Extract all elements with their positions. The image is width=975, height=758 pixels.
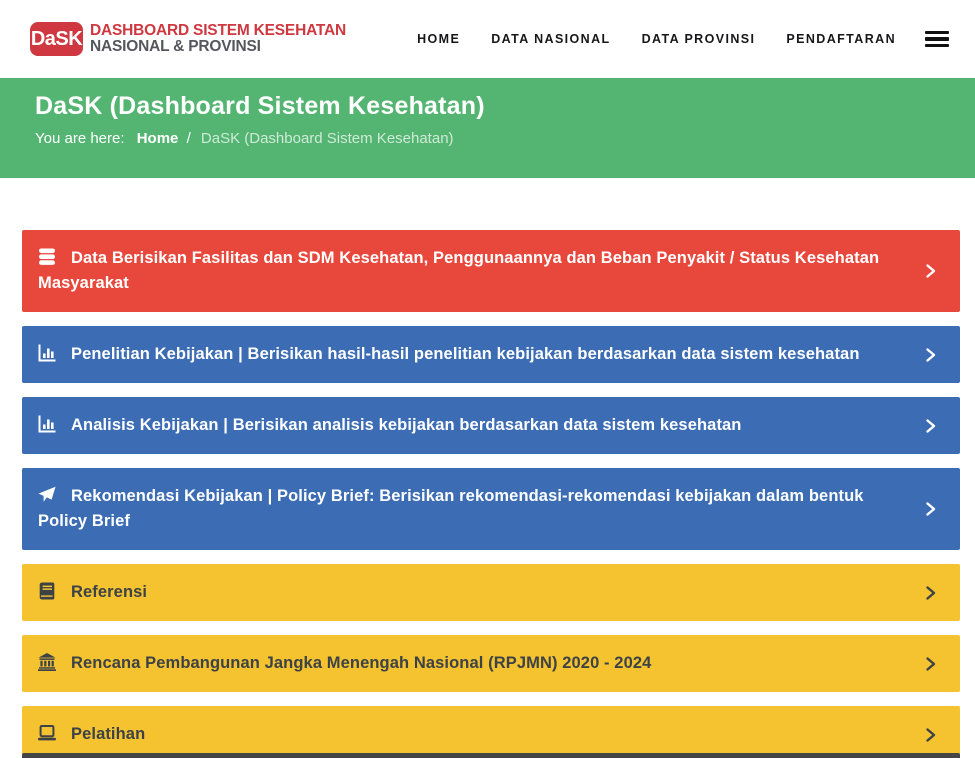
accordion-item-pelatihan[interactable]: [22, 706, 960, 758]
next-accordion-item-peek[interactable]: [22, 753, 960, 758]
accordion-item-rekomendasi[interactable]: [22, 468, 960, 550]
database-icon: [38, 248, 56, 266]
nav-pendaftaran[interactable]: PENDAFTARAN: [786, 32, 896, 46]
breadcrumb-home-link[interactable]: Home: [136, 130, 179, 147]
chevron-right-icon: [923, 585, 938, 600]
accordion-item-referensi[interactable]: [22, 564, 960, 621]
accordion-item-label: Penelitian Kebijakan | Berisikan hasil-hasil penelitian kebijakan berdasarkan data sistem kesehatan: [71, 345, 860, 363]
main-nav: [386, 27, 953, 50]
nav-home[interactable]: HOME: [417, 32, 461, 46]
accordion-item-label: Rekomendasi Kebijakan | Policy Brief: Berisikan rekomendasi-rekomendasi kebijakan dalam bentuk Policy Brief: [38, 487, 864, 530]
chevron-right-icon: [923, 264, 938, 279]
breadcrumb: [35, 130, 940, 147]
accordion-item-label: Analisis Kebijakan | Berisikan analisis kebijakan berdasarkan data sistem kesehatan: [71, 416, 742, 434]
logo-text: [90, 23, 346, 55]
nav-data-provinsi[interactable]: DATA PROVINSI: [641, 32, 756, 46]
logo-subtitle: NASIONAL & PROVINSI: [90, 38, 261, 55]
nav-data-nasional[interactable]: DATA NASIONAL: [491, 32, 611, 46]
page-hero: [0, 78, 975, 178]
breadcrumb-current: DaSK (Dashboard Sistem Kesehatan): [200, 130, 454, 147]
laptop-icon: [38, 724, 56, 742]
logo-title: DASHBOARD SISTEM KESEHATAN: [90, 22, 347, 39]
hamburger-menu-icon[interactable]: [925, 27, 949, 50]
site-header: [0, 0, 975, 78]
accordion-item-data[interactable]: [22, 230, 960, 312]
breadcrumb-prefix: You are here:: [35, 130, 125, 147]
accordion-item-label: Rencana Pembangunan Jangka Menengah Nasional (RPJMN) 2020 - 2024: [71, 654, 652, 672]
accordion-item-label: Referensi: [71, 583, 148, 601]
chevron-right-icon: [923, 502, 938, 517]
chevron-right-icon: [923, 347, 938, 362]
accordion-item-label: Pelatihan: [71, 725, 146, 743]
breadcrumb-separator: /: [186, 130, 191, 147]
landmark-icon: [38, 653, 56, 671]
logo-badge: DaSK: [30, 22, 83, 56]
site-logo[interactable]: [30, 22, 346, 56]
paper-plane-icon: [38, 486, 56, 504]
chevron-right-icon: [923, 727, 938, 742]
page-title: DaSK (Dashboard Sistem Kesehatan): [35, 92, 485, 120]
accordion-item-rpjmn[interactable]: [22, 635, 960, 692]
book-icon: [38, 582, 56, 600]
chevron-right-icon: [923, 656, 938, 671]
chevron-right-icon: [923, 418, 938, 433]
accordion-list: [0, 178, 975, 758]
accordion-item-label: Data Berisikan Fasilitas dan SDM Kesehatan, Penggunaannya dan Beban Penyakit / Status Kesehatan Masyarakat: [38, 249, 880, 292]
bar-chart-icon: [38, 415, 56, 433]
bar-chart-icon: [38, 344, 56, 362]
accordion-item-penelitian[interactable]: [22, 326, 960, 383]
accordion-item-analisis[interactable]: [22, 397, 960, 454]
